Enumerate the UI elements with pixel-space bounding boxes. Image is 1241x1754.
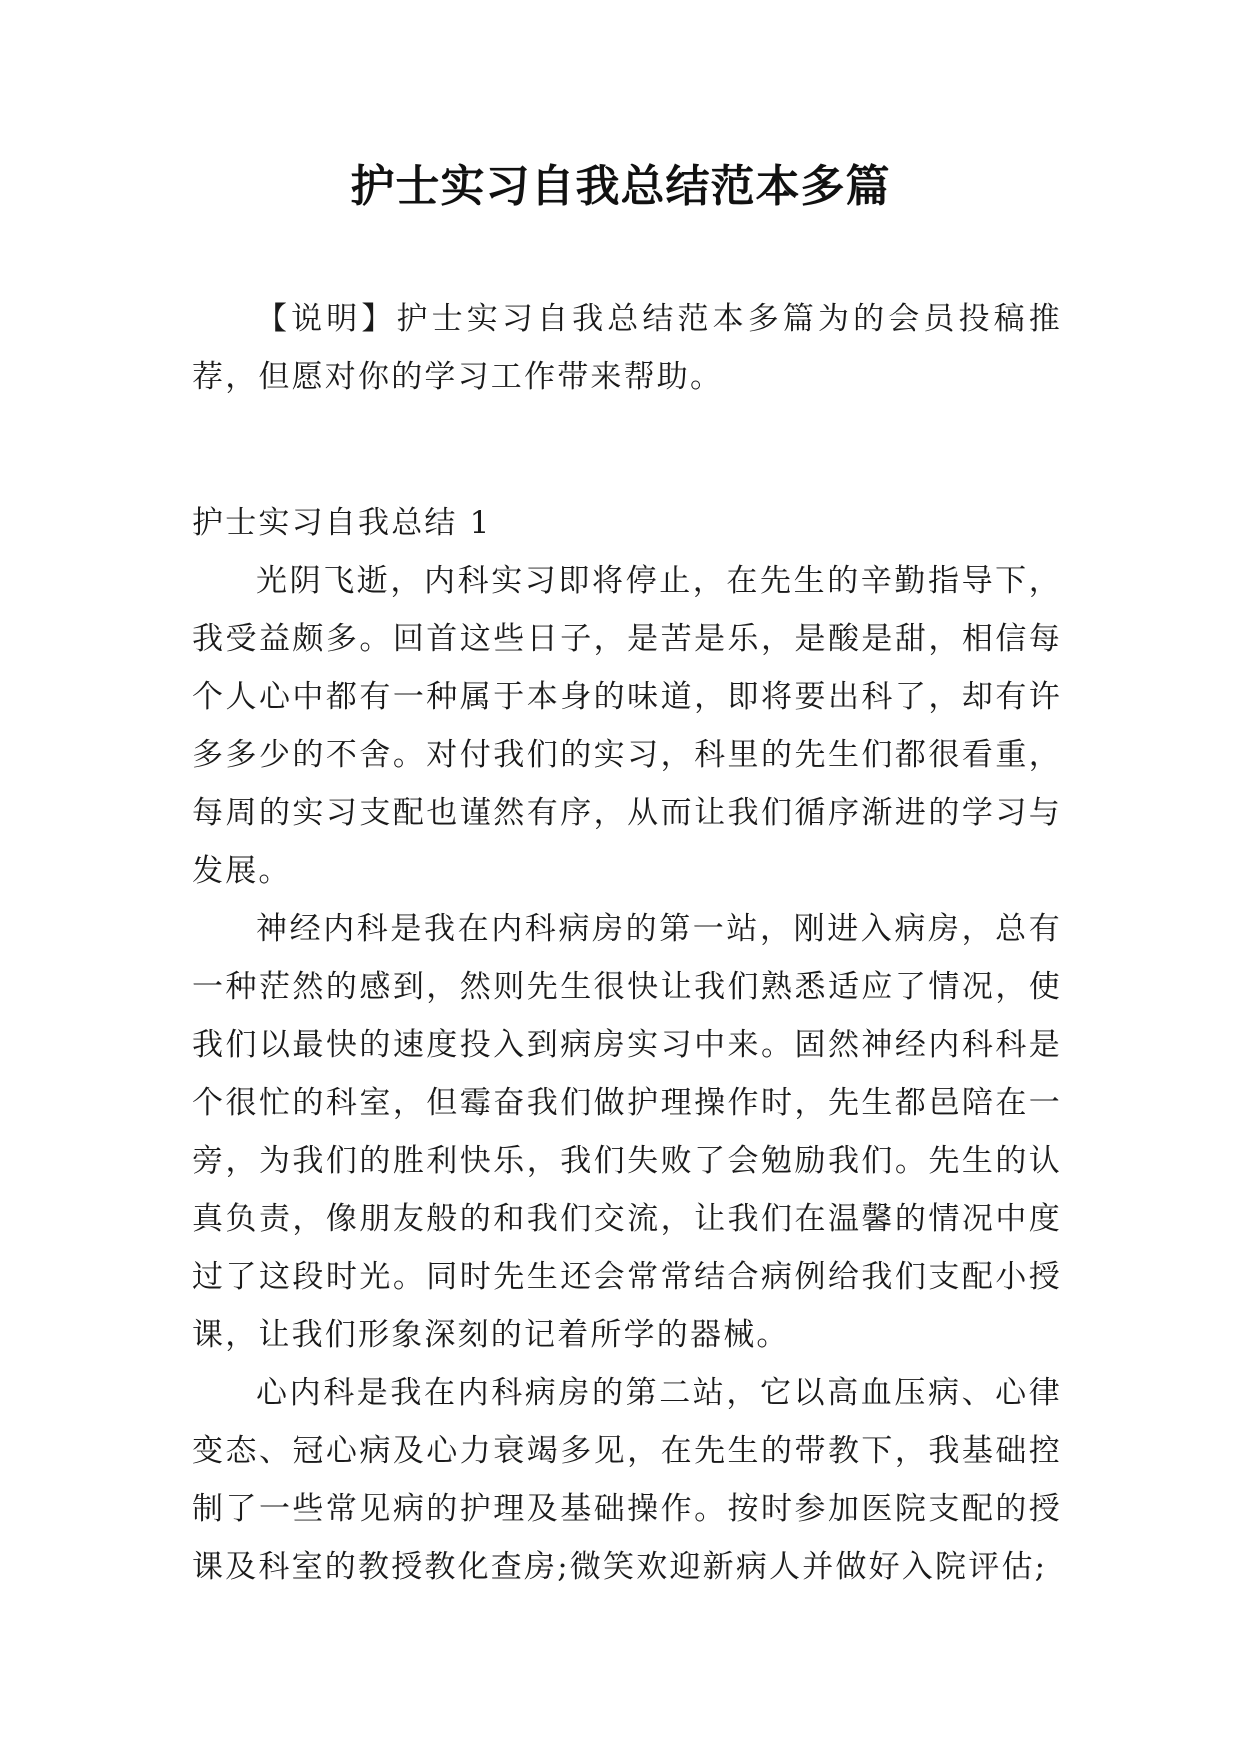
document-body — [192, 290, 1062, 1596]
body-paragraph-2: 神经内科是我在内科病房的第一站，刚进入病房，总有一种茫然的感到，然则先生很快让我们熟悉适应了情况，使我们以最快的速度投入到病房实习中来。固然神经内科科是个很忙的科室，但霉奋我们做护理操作时，先生都邑陪在一旁，为我们的胜利快乐，我们失败了会勉励我们。先生的认真负责，像朋友般的和我们交流，让我们在温馨的情况中度过了这段时光。同时先生还会常常结合病例给我们支配小授课，让我们形象深刻的记着所学的器械。 — [192, 911, 1062, 1353]
body-paragraph-1: 光阴飞逝，内科实习即将停止，在先生的辛勤指导下，我受益颇多。回首这些日子，是苦是乐，是酸是甜，相信每个人心中都有一种属于本身的味道，即将要出科了，却有许多多少的不舍。对付我们的实习，科里的先生们都很看重，每周的实习支配也谨然有序，从而让我们循序渐进的学习与发展。 — [192, 563, 1062, 889]
document-title: 护士实习自我总结范本多篇 — [350, 161, 891, 212]
section-heading: 护士实习自我总结 1 — [192, 505, 492, 541]
body-paragraph-3: 心内科是我在内科病房的第二站，它以高血压病、心律变态、冠心病及心力衰竭多见，在先生的带教下，我基础控制了一些常见病的护理及基础操作。按时参加医院支配的授课及科室的教授教化查房;微笑欢迎新病人并做好入院评估; — [192, 1375, 1062, 1585]
note-paragraph: 【说明】护士实习自我总结范本多篇为的会员投稿推荐，但愿对你的学习工作带来帮助。 — [192, 301, 1062, 395]
